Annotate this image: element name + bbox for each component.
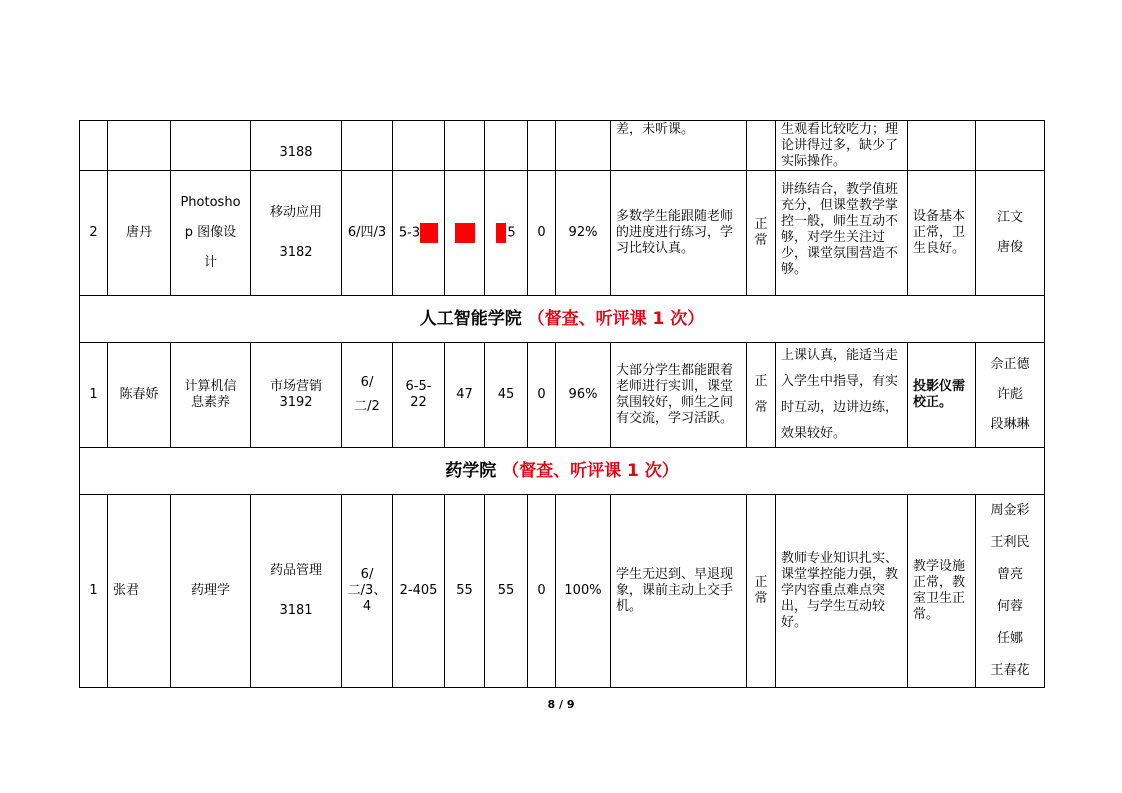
cell-rate: 92% (556, 171, 611, 296)
cell-teaching: 生观看比较吃力；理论讲得过多，缺少了实际操作。 (776, 121, 908, 171)
cell-study: 差，未听课。 (611, 121, 747, 171)
cell-evaluators: 周金彩 王利民 曾亮 何蓉 任娜 王春花 (976, 495, 1045, 688)
cell-enrolled (445, 171, 485, 296)
cell-class: 3188 (251, 121, 342, 171)
section-title: 药学院 (445, 461, 497, 481)
section-note: （督查、听评课 1 次） (527, 309, 705, 329)
cell-facility: 投影仪需校正。 (908, 343, 976, 448)
cell-course: 药理学 (171, 495, 251, 688)
cell-teaching: 教师专业知识扎实、课堂掌控能力强，教学内容重点难点突出，与学生互动较好。 (776, 495, 908, 688)
table-row (80, 343, 1045, 448)
cell-name: 陈春娇 (108, 343, 171, 448)
cell-no (80, 121, 108, 171)
cell-present (485, 121, 528, 171)
cell-time: 6/二/2 (342, 343, 393, 448)
cell-room (393, 121, 445, 171)
cell-study: 大部分学生都能跟着老师进行实训，课堂氛围较好，师生之间有交流，学习活跃。 (611, 343, 747, 448)
cell-facility (908, 121, 976, 171)
cell-order: 正常 (747, 495, 776, 688)
cell-no: 2 (80, 171, 108, 296)
cell-absent (528, 121, 556, 171)
cell-name (108, 121, 171, 171)
cell-time: 6/二/3、4 (342, 495, 393, 688)
cell-absent: 0 (528, 495, 556, 688)
cell-no: 1 (80, 495, 108, 688)
table-row (80, 495, 1045, 688)
cell-enrolled: 55 (445, 495, 485, 688)
cell-present: 55 (485, 495, 528, 688)
redaction-mark (420, 223, 438, 243)
cell-course: Photosho p 图像设 计 (171, 171, 251, 296)
cell-name: 唐丹 (108, 171, 171, 296)
cell-class: 移动应用 3182 (251, 171, 342, 296)
page-number: 8 / 9 (547, 698, 575, 711)
cell-order (747, 121, 776, 171)
cell-room: 5-3 (393, 171, 445, 296)
cell-evaluators: 佘正德 许彪 段琳琳 (976, 343, 1045, 448)
cell-evaluators: 江文 唐俊 (976, 171, 1045, 296)
cell-enrolled (445, 121, 485, 171)
cell-facility: 设备基本正常，卫生良好。 (908, 171, 976, 296)
table-row (80, 121, 1045, 171)
cell-room: 6-5-22 (393, 343, 445, 448)
cell-absent: 0 (528, 171, 556, 296)
cell-facility: 教学设施正常，教室卫生正常。 (908, 495, 976, 688)
cell-order: 正常 (747, 343, 776, 448)
cell-class: 药品管理 3181 (251, 495, 342, 688)
section-note: （督查、听评课 1 次） (502, 461, 679, 481)
cell-name: 张君 (108, 495, 171, 688)
cell-time (342, 121, 393, 171)
section-header-pharmacy (80, 448, 1045, 495)
cell-teaching: 上课认真，能适当走入学生中指导，有实时互动，边讲边练，效果较好。 (776, 343, 908, 448)
section-header-ai (80, 296, 1045, 343)
cell-absent: 0 (528, 343, 556, 448)
table-row (80, 171, 1045, 296)
cell-order: 正常 (747, 171, 776, 296)
inspection-table (79, 120, 1045, 688)
redaction-mark (496, 223, 506, 243)
section-title: 人工智能学院 (419, 309, 522, 329)
redaction-mark (455, 223, 475, 243)
cell-enrolled: 47 (445, 343, 485, 448)
cell-no: 1 (80, 343, 108, 448)
cell-study: 学生无迟到、早退现象，课前主动上交手机。 (611, 495, 747, 688)
cell-course (171, 121, 251, 171)
cell-present: 45 (485, 343, 528, 448)
cell-course: 计算机信息素养 (171, 343, 251, 448)
cell-rate (556, 121, 611, 171)
cell-time: 6/四/3 (342, 171, 393, 296)
cell-teaching: 讲练结合，教学值班充分，但课堂教学掌控一般，师生互动不够，对学生关注过少，课堂氛围营造不够。 (776, 171, 908, 296)
cell-study: 多数学生能跟随老师的进度进行练习，学习比较认真。 (611, 171, 747, 296)
cell-class: 市场营销3192 (251, 343, 342, 448)
cell-present: 5 (485, 171, 528, 296)
cell-rate: 96% (556, 343, 611, 448)
cell-rate: 100% (556, 495, 611, 688)
cell-evaluators (976, 121, 1045, 171)
cell-room: 2-405 (393, 495, 445, 688)
